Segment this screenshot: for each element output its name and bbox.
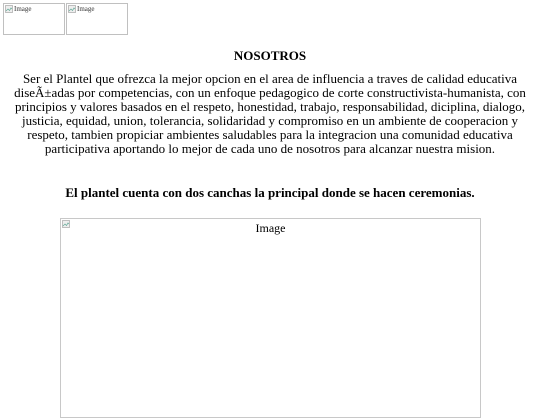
top-image-1-placeholder <box>5 5 32 13</box>
courts-heading: El plantel cuenta con dos canchas la principal donde se hacen ceremonias. <box>65 185 475 200</box>
main-image-alt: Image <box>255 221 286 235</box>
top-image-1-alt: Image <box>14 5 32 13</box>
top-image-2-placeholder <box>68 5 95 13</box>
top-image-1 <box>3 3 65 35</box>
top-image-row <box>3 3 128 35</box>
top-image-2 <box>66 3 128 35</box>
broken-image-icon <box>5 5 13 13</box>
broken-image-icon <box>68 5 76 13</box>
about-paragraph: Ser el Plantel que ofrezca la mejor opcion en el area de influencia a traves de calidad educativa diseÃ±adas por competencias, con un enfoque pedagogico de corte constructivista-humanista, con principios y valores basados en el respeto, honestidad, trabajo, responsabilidad, diciplina, dialogo, justicia, equidad, union, tolerancia, solidaridad y compromiso en un ambiente de cooperacion y respeto, tambien propiciar ambientes saludables para la integracion una comunidad educativa participativa aportando lo mejor de cada uno de nosotros para alcanzar nuestra mision. <box>14 71 526 156</box>
page-title: NOSOTROS <box>233 48 307 63</box>
main-image <box>60 218 481 418</box>
top-image-2-alt: Image <box>77 5 95 13</box>
